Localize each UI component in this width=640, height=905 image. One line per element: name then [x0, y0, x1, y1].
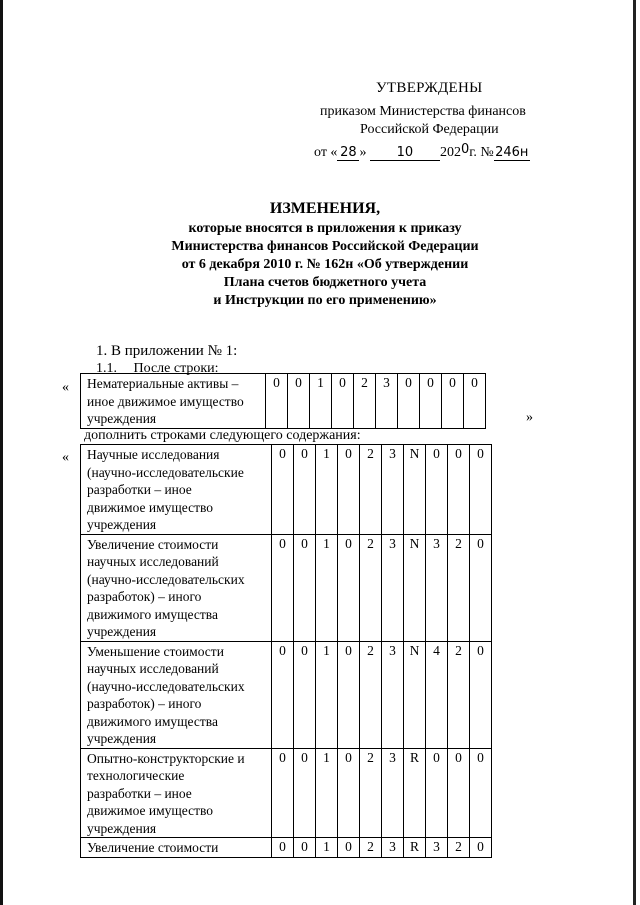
row-name	[81, 641, 272, 748]
section-1: 1. В приложении № 1:	[96, 343, 238, 359]
approval-title: УТВЕРЖДЕНЫ	[376, 80, 483, 96]
code-digit: N	[404, 445, 426, 535]
code-digit: 0	[470, 641, 492, 748]
code-digit: 3	[382, 445, 404, 535]
row-name	[81, 445, 272, 535]
row-name-line: разработки – иное	[87, 785, 192, 801]
row-name	[81, 534, 272, 641]
code-digit: 0	[426, 748, 448, 838]
code-digit: 2	[448, 534, 470, 641]
table-row	[81, 534, 492, 641]
code-digit: 3	[382, 641, 404, 748]
code-digit: 0	[272, 641, 294, 748]
code-digit: 0	[420, 374, 442, 429]
code-digit: 0	[426, 445, 448, 535]
code-digit: 0	[294, 445, 316, 535]
addition-instruction: дополнить строками следующего содержания:	[84, 428, 361, 443]
original-row-table	[80, 373, 486, 429]
row-name-line: (научно-исследовательские	[87, 464, 244, 480]
code-digit: R	[404, 748, 426, 838]
code-digit: 0	[448, 748, 470, 838]
date-mid: »	[359, 145, 367, 160]
code-digit: 0	[272, 445, 294, 535]
quote-open-new: «	[62, 450, 69, 465]
scan-edge-right	[633, 0, 636, 905]
code-digit: 0	[338, 445, 360, 535]
changes-heading	[140, 200, 510, 310]
date-year-suffix: г. №	[469, 145, 494, 160]
date-year-prefix: 202	[439, 145, 461, 160]
heading-line: которые вносятся в приложения к приказу	[188, 221, 462, 236]
quote-open-original: «	[62, 380, 69, 395]
code-digit: 2	[360, 534, 382, 641]
code-digit: 0	[398, 374, 420, 429]
date-day: 28	[337, 146, 359, 161]
code-digit: 0	[470, 445, 492, 535]
code-digit: 4	[426, 641, 448, 748]
row-name-line: движимое имущество	[87, 803, 214, 818]
code-digit: 2	[354, 374, 376, 429]
code-digit: 1	[316, 534, 338, 641]
new-rows-table	[80, 444, 492, 858]
quote-close-original: »	[526, 410, 533, 425]
code-digit: 2	[448, 641, 470, 748]
code-digit: 3	[376, 374, 398, 429]
order-number: 246н	[495, 145, 529, 160]
code-digit: 0	[288, 374, 310, 429]
row-name-line: (научно-исследовательских	[87, 678, 245, 694]
row-name-line: иное движимое имущество	[87, 393, 244, 409]
code-digit: 0	[338, 748, 360, 838]
code-digit: 0	[294, 534, 316, 641]
code-digit: 0	[294, 641, 316, 748]
approval-line-ministry: приказом Министерства финансов	[320, 104, 526, 119]
code-digit: 0	[338, 534, 360, 641]
heading-line: и Инструкции по его применению»	[213, 293, 437, 308]
code-digit: 0	[464, 374, 486, 429]
row-name-line: (научно-исследовательских	[87, 571, 245, 587]
row-name-line: Опытно-конструкторские и	[87, 750, 245, 766]
row-name-line: учреждения	[87, 731, 157, 746]
row-name-line: Увеличение стоимости	[87, 840, 219, 855]
code-digit: 0	[294, 748, 316, 838]
row-name-line: учреждения	[87, 820, 157, 836]
row-name	[81, 374, 266, 429]
code-digit: 3	[426, 838, 448, 858]
code-digit: 3	[382, 534, 404, 641]
code-digit: 1	[316, 641, 338, 748]
row-name-line: технологические	[87, 768, 185, 783]
code-digit: 0	[338, 838, 360, 858]
table-row	[81, 445, 492, 535]
date-prefix: от «	[314, 145, 338, 160]
code-digit: 0	[442, 374, 464, 429]
row-name	[81, 748, 272, 838]
code-digit: 1	[310, 374, 332, 429]
table-row	[81, 748, 492, 838]
table-row	[81, 641, 492, 748]
row-name-line: научных исследований	[87, 661, 219, 676]
row-name-line: движимого имущества	[87, 606, 218, 622]
section-1-1-number: 1.1.	[96, 361, 117, 376]
code-digit: 0	[272, 534, 294, 641]
row-name	[81, 838, 272, 858]
row-name-line: учреждения	[87, 411, 157, 426]
section-1-1-text: После строки:	[133, 361, 219, 376]
code-digit: 2	[448, 838, 470, 858]
code-digit: 0	[272, 748, 294, 838]
code-digit: 0	[470, 748, 492, 838]
heading-title: ИЗМЕНЕНИЯ,	[269, 200, 381, 217]
table-row	[81, 374, 486, 429]
row-name-line: Увеличение стоимости	[87, 536, 219, 552]
code-digit: 1	[316, 748, 338, 838]
row-name-line: разработки – иное	[87, 482, 192, 497]
code-digit: 2	[360, 641, 382, 748]
row-name-line: движимого имущества	[87, 713, 218, 729]
row-name-line: Научные исследования	[87, 447, 220, 462]
row-name-line: разработок) – иного	[87, 696, 202, 711]
approval-line-federation: Российской Федерации	[360, 122, 499, 137]
row-name-line: учреждения	[87, 624, 157, 639]
heading-line: от 6 декабря 2010 г. № 162н «Об утверждении	[181, 257, 469, 272]
code-digit: R	[404, 838, 426, 858]
code-digit: 3	[426, 534, 448, 641]
code-digit: N	[404, 534, 426, 641]
row-name-line: Уменьшение стоимости	[87, 643, 224, 659]
code-digit: 0	[470, 534, 492, 641]
date-month: 10	[370, 146, 440, 161]
heading-line: Плана счетов бюджетного учета	[223, 275, 427, 290]
code-digit: 0	[266, 374, 288, 429]
code-digit: 3	[382, 748, 404, 838]
code-digit: 0	[332, 374, 354, 429]
code-digit: N	[404, 641, 426, 748]
code-digit: 0	[272, 838, 294, 858]
row-name-line: учреждения	[87, 517, 157, 532]
row-name-line: научных исследований	[87, 554, 219, 569]
code-digit: 2	[360, 838, 382, 858]
code-digit: 2	[360, 748, 382, 838]
code-digit: 2	[360, 445, 382, 535]
row-name-line: движимое имущество	[87, 499, 214, 515]
table-row	[81, 838, 492, 858]
code-digit: 1	[316, 838, 338, 858]
code-digit: 0	[448, 445, 470, 535]
row-name-line: Нематериальные активы –	[87, 376, 239, 391]
heading-line: Министерства финансов Российской Федерации	[171, 239, 479, 254]
code-digit: 0	[470, 838, 492, 858]
row-name-line: разработок) – иного	[87, 589, 202, 604]
code-digit: 0	[338, 641, 360, 748]
date-year-digit: 0	[460, 142, 470, 157]
code-digit: 1	[316, 445, 338, 535]
approval-date-line	[314, 142, 554, 161]
scan-edge-left	[0, 0, 3, 905]
code-digit: 0	[294, 838, 316, 858]
code-digit: 3	[382, 838, 404, 858]
